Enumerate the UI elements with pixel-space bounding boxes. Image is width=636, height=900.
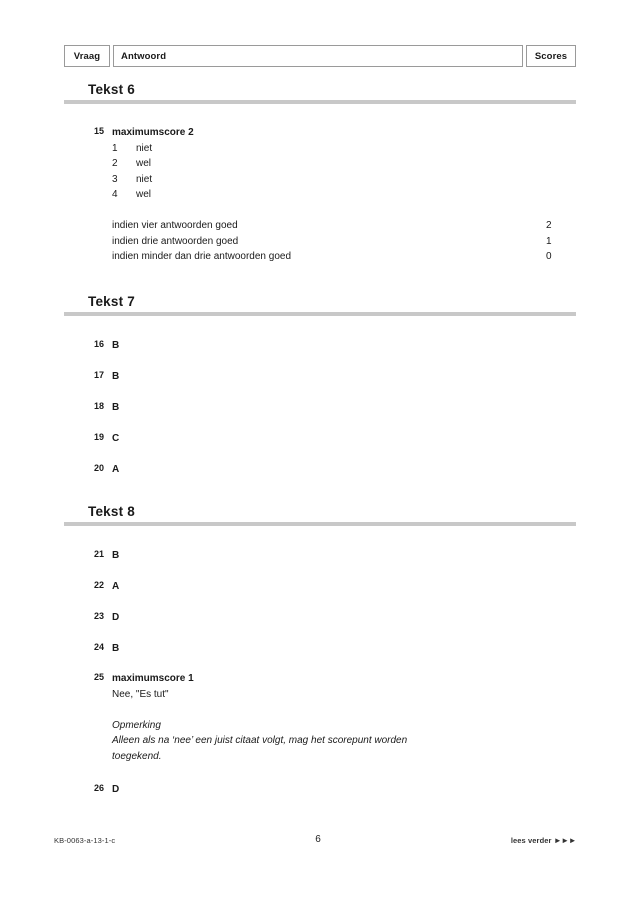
- score-rule-line: [112, 234, 552, 250]
- column-header-table: [64, 45, 576, 67]
- sub-answer-item: [112, 156, 542, 172]
- question-number: 25: [93, 672, 104, 682]
- question-number: 22: [93, 580, 104, 590]
- question-number: 23: [93, 611, 104, 621]
- section-title: Tekst 7: [88, 294, 135, 309]
- question-number: 18: [93, 401, 104, 411]
- question-answer-body: [112, 338, 542, 354]
- sub-answer-item: [112, 141, 542, 157]
- answer-letter: A: [112, 581, 120, 592]
- question-number: 19: [93, 432, 104, 442]
- sub-answer-number: 1: [112, 142, 118, 154]
- sub-answer-text: wel: [136, 189, 152, 200]
- score-rule-text: indien minder dan drie antwoorden goed: [112, 251, 292, 262]
- answer-text: Nee, "Es tut": [112, 688, 169, 700]
- score-rule-text: indien vier antwoorden goed: [112, 220, 238, 231]
- section-title: Tekst 8: [88, 504, 135, 519]
- answer-letter: D: [112, 784, 120, 795]
- blank-line: [112, 702, 542, 718]
- answer-letter: B: [112, 340, 120, 351]
- answer-letter: A: [112, 464, 120, 475]
- question-answer-body: [112, 579, 542, 595]
- column-header-antwoord-label: Antwoord: [121, 50, 167, 62]
- question-answer-body: [112, 548, 542, 564]
- answer-letter: C: [112, 433, 120, 444]
- question-number: 16: [93, 339, 104, 349]
- question-number: 24: [93, 642, 104, 652]
- note-text-line: Alleen als na ‘nee’ een juist citaat volgt, mag het scorepunt worden: [112, 735, 408, 746]
- answer-letter: B: [112, 371, 120, 382]
- sub-answer-number: 3: [112, 173, 118, 185]
- sub-answer-number: 2: [112, 158, 118, 169]
- section-title: Tekst 6: [88, 82, 135, 97]
- section-rule: [64, 522, 576, 526]
- note-title: Opmerking: [112, 719, 161, 731]
- question-number: 21: [93, 549, 104, 559]
- sub-answer-item: [112, 172, 542, 188]
- score-rule-value: 1: [546, 235, 552, 247]
- column-header-scores-label: Scores: [534, 50, 568, 62]
- question-answer-body: [112, 641, 542, 657]
- continue-notice: [511, 836, 576, 845]
- question-answer-body: [112, 369, 542, 385]
- question-answer-body: [112, 125, 552, 265]
- answer-letter: B: [112, 550, 120, 561]
- question-answer-body: [112, 782, 542, 798]
- question-number: 20: [93, 463, 104, 473]
- note-text-line: toegekend.: [112, 750, 162, 762]
- section-rule: [64, 312, 576, 316]
- page-number: 6: [315, 834, 321, 845]
- question-answer-body: [112, 431, 542, 447]
- question-answer-body: [112, 400, 542, 416]
- sub-answer-text: niet: [136, 173, 153, 185]
- sub-answer-text: wel: [136, 158, 152, 169]
- score-rule-text: indien drie antwoorden goed: [112, 235, 239, 247]
- sub-answer-item: [112, 187, 542, 203]
- section-rule: [64, 100, 576, 104]
- question-number: 15: [93, 126, 104, 136]
- question-number: 26: [93, 783, 104, 793]
- answer-letter: D: [112, 612, 120, 623]
- sub-answer-text: niet: [136, 142, 153, 154]
- sub-answer-number: 4: [112, 189, 118, 200]
- question-answer-body: [112, 671, 542, 764]
- column-header-scores: [526, 45, 576, 67]
- score-rule-value: 0: [546, 251, 552, 262]
- blank-line: [112, 203, 542, 219]
- question-number: 17: [93, 370, 104, 380]
- triple-right-arrow-icon: ►►►: [553, 836, 576, 845]
- maximumscore-label: maximumscore 1: [112, 673, 194, 684]
- score-rule-value: 2: [546, 220, 552, 231]
- question-answer-body: [112, 462, 542, 478]
- maximumscore-label: maximumscore 2: [112, 127, 194, 138]
- score-rule-line: [112, 218, 552, 234]
- column-header-antwoord: [113, 45, 523, 67]
- column-header-vraag-label: Vraag: [73, 50, 101, 62]
- page-footer: [0, 834, 636, 850]
- answer-letter: B: [112, 643, 120, 654]
- continue-notice-label: lees verder: [510, 836, 552, 845]
- question-answer-body: [112, 610, 542, 626]
- score-rule-line: [112, 249, 552, 265]
- answer-letter: B: [112, 402, 120, 413]
- column-header-vraag: [64, 45, 110, 67]
- document-code: KB-0063-a-13-1-c: [54, 836, 116, 845]
